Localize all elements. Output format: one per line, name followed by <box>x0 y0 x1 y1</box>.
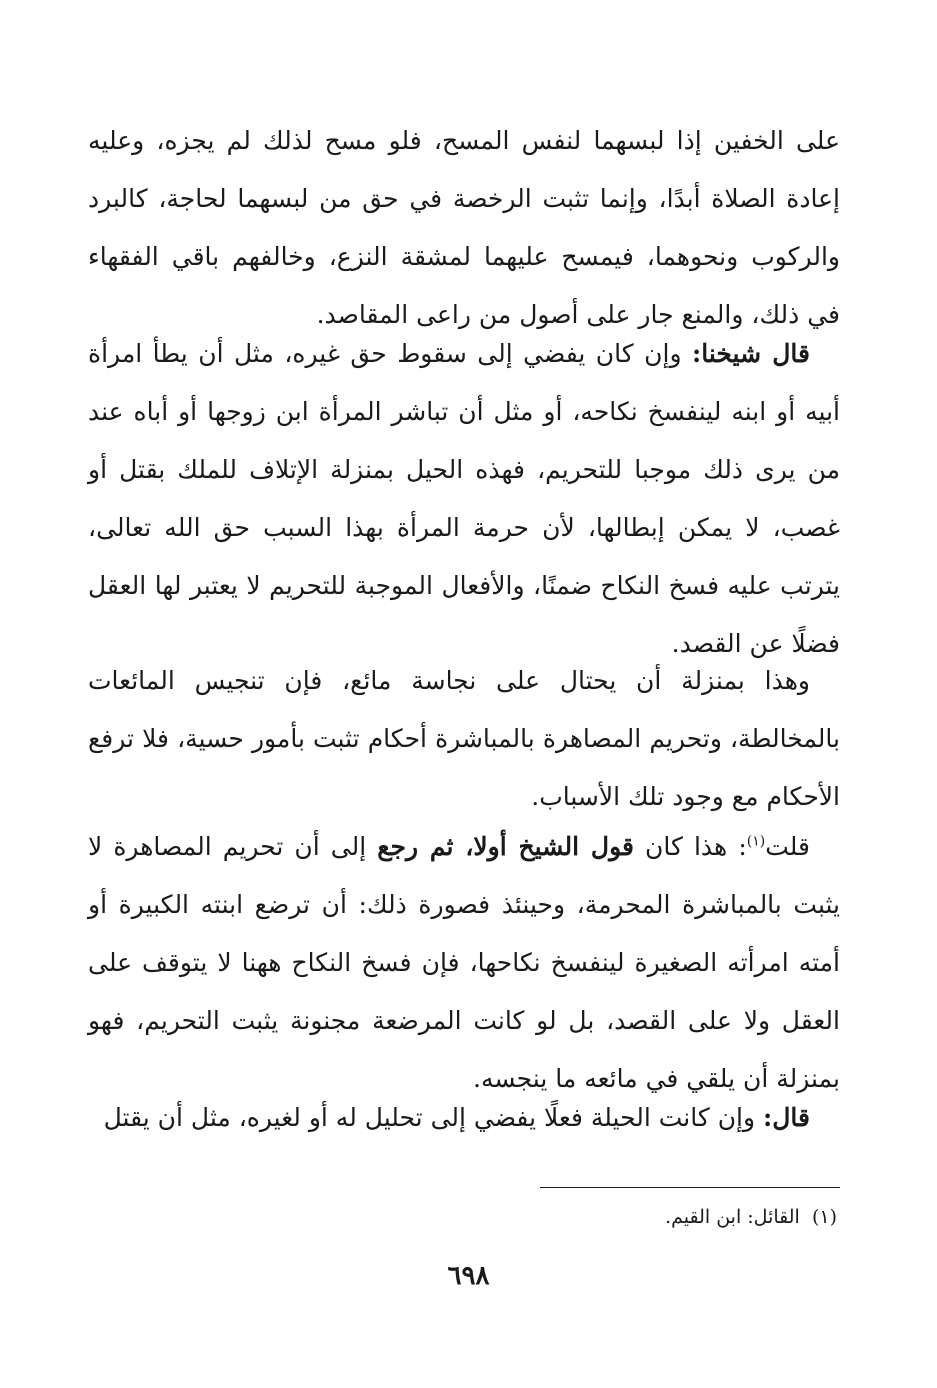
footnote-reference[interactable]: (١) <box>746 833 766 850</box>
paragraph-3 <box>88 652 840 826</box>
page-number: ٦٩٨ <box>447 1261 490 1291</box>
footnote-marker: (١) <box>811 1206 837 1228</box>
paragraph-5-lead: قال: <box>763 1103 810 1132</box>
footnote-divider <box>540 1187 840 1188</box>
paragraph-2 <box>88 325 840 673</box>
paragraph-4-mid: : هذا كان <box>633 832 747 861</box>
paragraph-1-text: على الخفين إذا لبسهما لنفس المسح، فلو مسح لذلك لم يجزه، وعليه إعادة الصلاة أبدًا، وإنما تثبت الرخصة في حق من لبسهما لحاجة، كالبرد والركوب ونحوهما، فيمسح عليهما لمشقة النزع، وخالفهم باقي الفقهاء في ذلك، والمنع جار على أصول من راعى المقاصد. <box>88 126 840 329</box>
footnote <box>665 1203 837 1231</box>
paragraph-4-lead: قلت <box>765 832 810 861</box>
paragraph-2-lead: قال شيخنا: <box>692 339 810 368</box>
paragraph-5 <box>88 1089 840 1147</box>
paragraph-1 <box>88 112 840 344</box>
paragraph-4-text: إلى أن تحريم المصاهرة لا يثبت بالمباشرة المحرمة، وحينئذ فصورة ذلك: أن ترضع ابنته الكبيرة أو أمته امرأته الصغيرة لينفسخ نكاحها، فإن فسخ النكاح ههنا لا يتوقف على العقل ولا على القصد، بل لو كانت المرضعة مجنونة يثبت التحريم، فهو بمنزلة أن يلقي في مائعه ما ينجسه. <box>88 832 840 1093</box>
paragraph-4 <box>88 818 840 1108</box>
paragraph-2-text: وإن كان يفضي إلى سقوط حق غيره، مثل أن يطأ امرأة أبيه أو ابنه لينفسخ نكاحه، أو مثل أن تباشر المرأة ابن زوجها أو أباه عند من يرى ذلك موجبا للتحريم، فهذه الحيل بمنزلة الإتلاف للملك بقتل أو غصب، لا يمكن إبطالها، لأن حرمة المرأة بهذا السبب حق الله تعالى، يترتب عليه فسخ النكاح ضمنًا، والأفعال الموجبة للتحريم لا يعتبر لها العقل فضلًا عن القصد. <box>88 339 840 658</box>
paragraph-5-text: وإن كانت الحيلة فعلًا يفضي إلى تحليل له أو لغيره، مثل أن يقتل <box>103 1103 764 1132</box>
footnote-text: القائل: ابن القيم. <box>665 1206 800 1228</box>
paragraph-3-text: وهذا بمنزلة أن يحتال على نجاسة مائع، فإن تنجيس المائعات بالمخالطة، وتحريم المصاهرة بالمباشرة أحكام تثبت بأمور حسية، فلا ترفع الأحكام مع وجود تلك الأسباب. <box>88 666 840 811</box>
paragraph-4-bold-phrase: قول الشيخ أولا، ثم رجع <box>377 832 634 861</box>
